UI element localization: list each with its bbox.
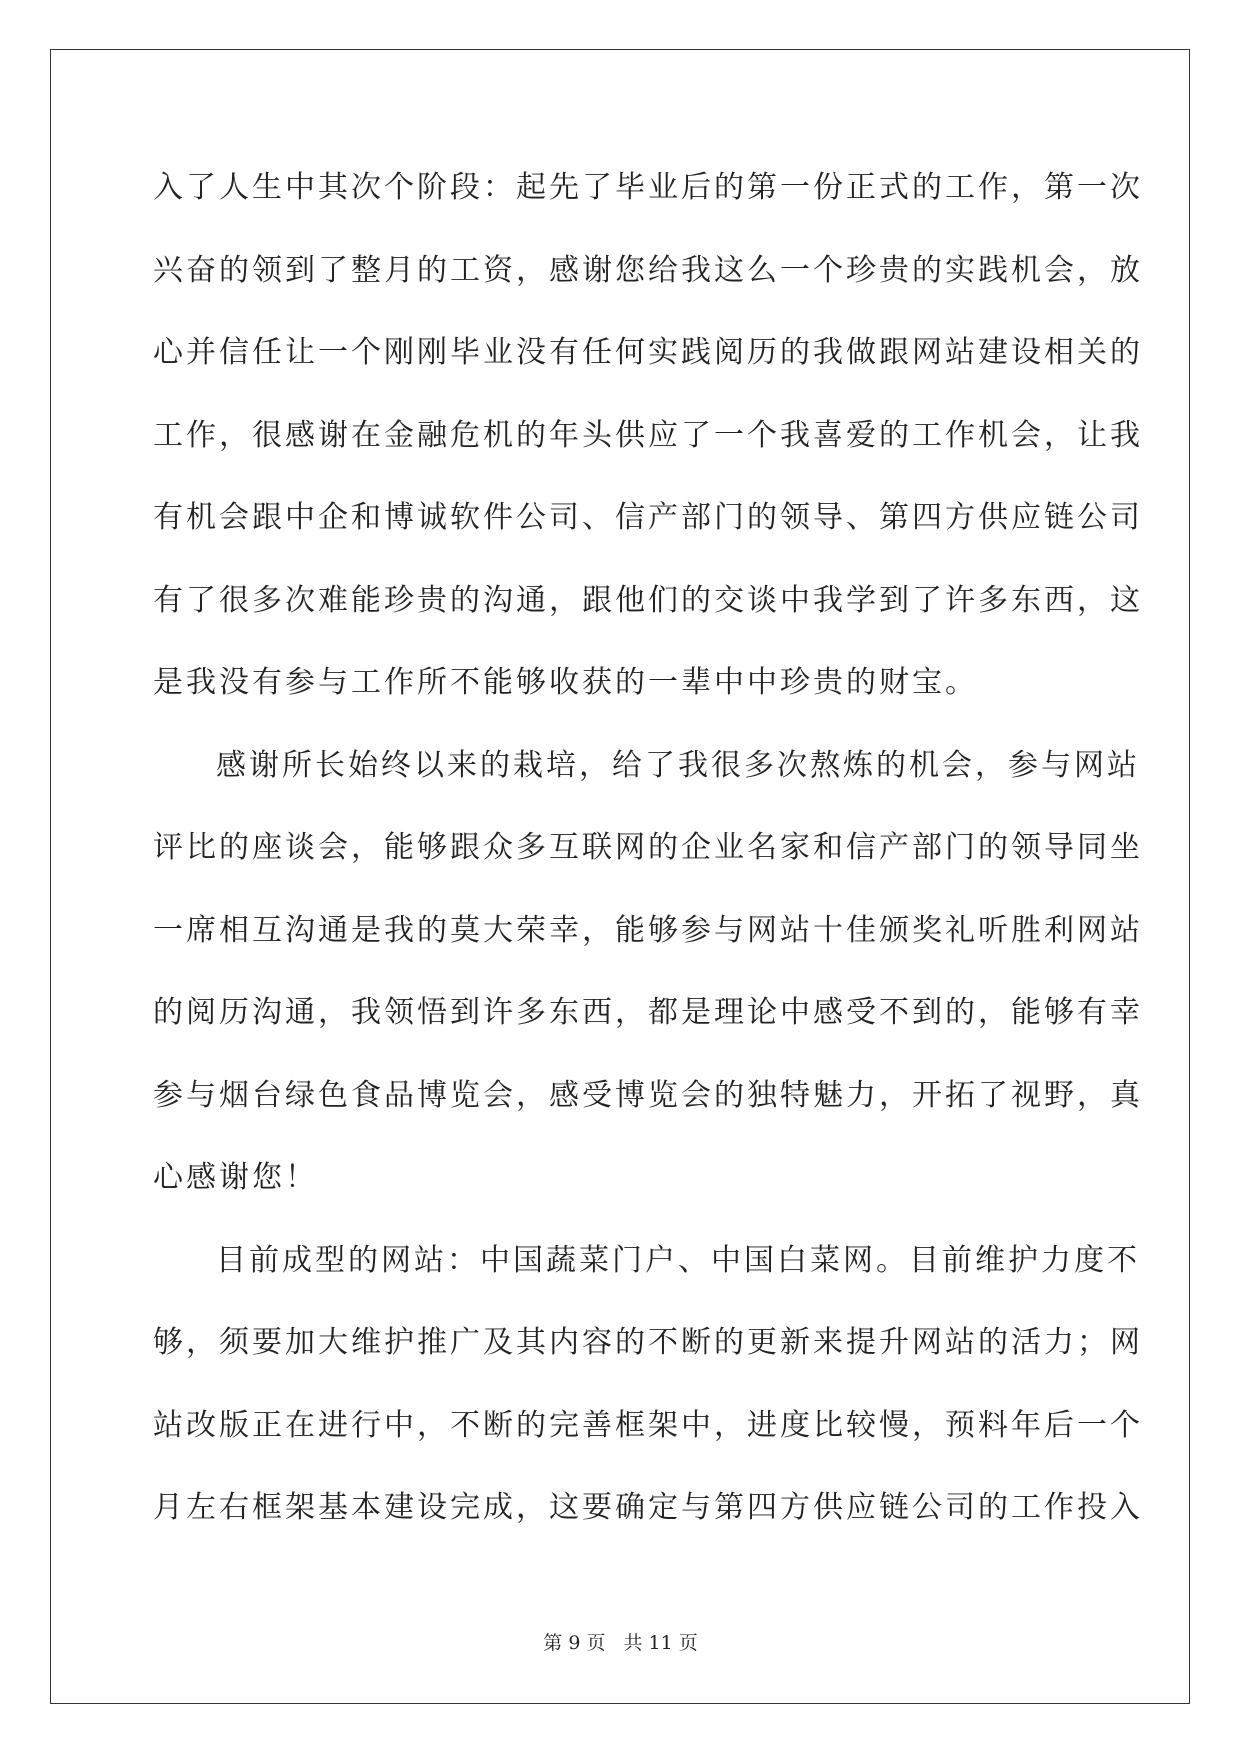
text-line: 入了人生中其次个阶段：起先了毕业后的第一份正式的工作，第一次 bbox=[153, 170, 1143, 205]
text-line: 有了很多次难能珍贵的沟通，跟他们的交谈中我学到了许多东西，这 bbox=[153, 582, 1143, 618]
text-line: 站改版正在进行中，不断的完善框架中，进度比较慢，预料年后一个 bbox=[153, 1407, 1143, 1443]
text-line: 月左右框架基本建设完成，这要确定与第四方供应链公司的工作投入 bbox=[153, 1490, 1143, 1525]
page-number: 第 9 页 bbox=[543, 1632, 606, 1654]
text-line: 目前成型的网站：中国蔬菜门户、中国白菜网。目前维护力度不 bbox=[216, 1242, 1140, 1278]
text-line: 心感谢您！ bbox=[153, 1160, 318, 1195]
text-line: 够，须要加大维护推广及其内容的不断的更新来提升网站的活力；网 bbox=[153, 1325, 1143, 1360]
text-line: 评比的座谈会，能够跟众多互联网的企业名家和信产部门的领导同坐 bbox=[153, 830, 1143, 865]
text-line: 兴奋的领到了整月的工资，感谢您给我这么一个珍贵的实践机会，放 bbox=[153, 252, 1143, 288]
text-line: 是我没有参与工作所不能够收获的一辈中中珍贵的财宝。 bbox=[153, 665, 978, 700]
page-total: 共 11 页 bbox=[623, 1632, 698, 1654]
text-line: 工作，很感谢在金融危机的年头供应了一个我喜爱的工作机会，让我 bbox=[153, 417, 1143, 453]
text-line: 一席相互沟通是我的莫大荣幸，能够参与网站十佳颁奖礼听胜利网站 bbox=[153, 912, 1143, 948]
text-line: 有机会跟中企和博诚软件公司、信产部门的领导、第四方供应链公司 bbox=[153, 500, 1143, 535]
page-footer bbox=[0, 1628, 1241, 1655]
text-line: 参与烟台绿色食品博览会，感受博览会的独特魅力，开拓了视野，真 bbox=[153, 1077, 1143, 1113]
document-body bbox=[153, 162, 1143, 1565]
text-line: 感谢所长始终以来的栽培，给了我很多次熬炼的机会，参与网站 bbox=[216, 747, 1140, 783]
text-line: 心并信任让一个刚刚毕业没有任何实践阅历的我做跟网站建设相关的 bbox=[153, 335, 1143, 370]
text-line: 的阅历沟通，我领悟到许多东西，都是理论中感受不到的，能够有幸 bbox=[153, 995, 1143, 1030]
